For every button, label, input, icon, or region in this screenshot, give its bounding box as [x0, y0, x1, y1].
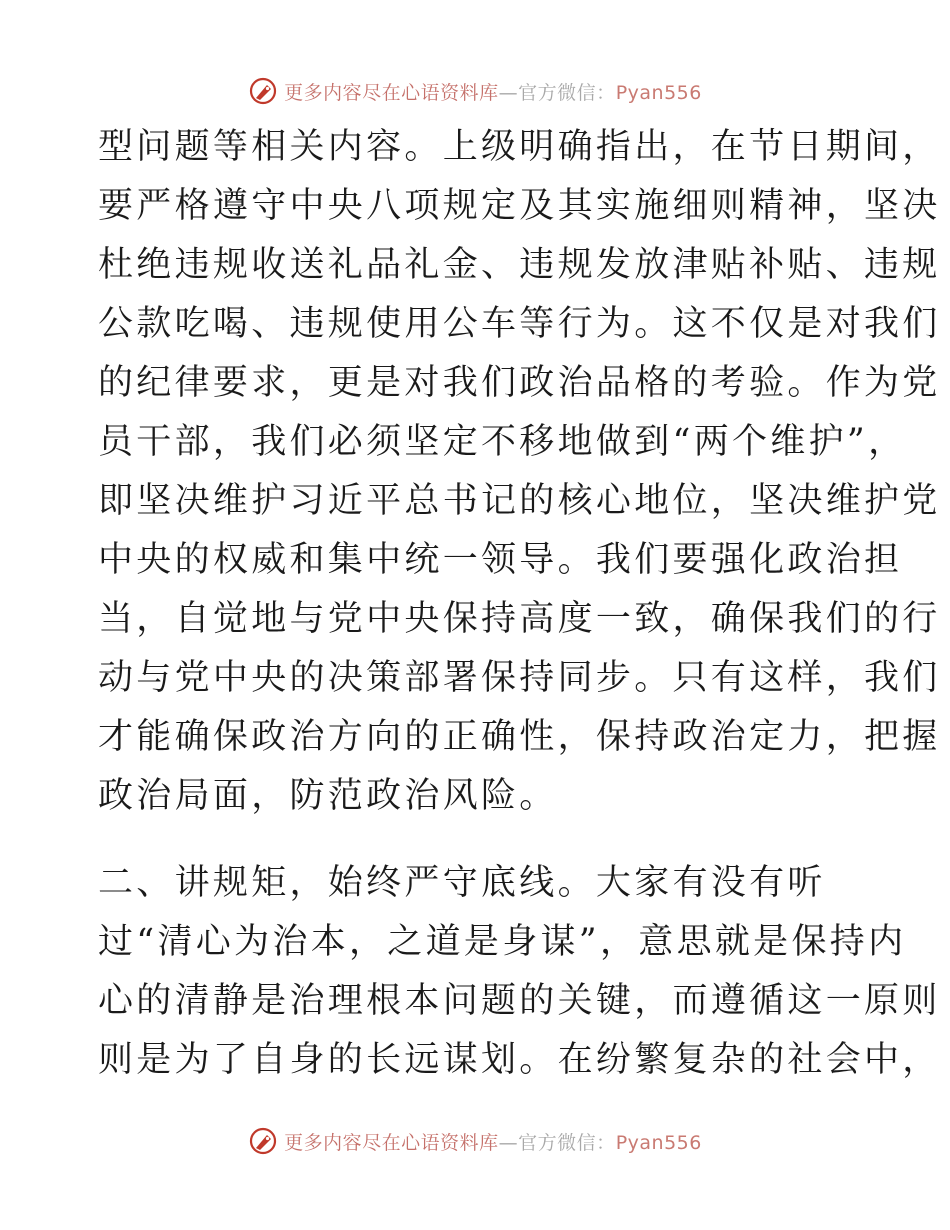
text-line: 二、讲规矩，始终严守底线。大家有没有听	[98, 863, 826, 903]
text-line: 型问题等相关内容。上级明确指出，在节日期间，	[98, 127, 941, 167]
text-line: 的纪律要求，更是对我们政治品格的考验。作为党	[98, 363, 941, 403]
watermark-text	[284, 78, 702, 105]
text-line: 即坚决维护习近平总书记的核心地位，坚决维护党	[98, 481, 941, 521]
header-watermark	[0, 74, 950, 108]
watermark-wechat-id: Pyan556	[615, 81, 702, 104]
text-line: 员干部，我们必须坚定不移地做到“两个维护”，	[98, 422, 907, 462]
text-line: 要严格遵守中央八项规定及其实施细则精神，坚决	[98, 186, 941, 226]
text-line: 政治局面，防范政治风险。	[98, 776, 558, 816]
watermark-label: 官方微信：	[518, 1131, 616, 1154]
watermark-text	[284, 1128, 702, 1155]
paragraph-gap	[98, 826, 858, 854]
text-line: 杜绝违规收送礼品礼金、违规发放津贴补贴、违规	[98, 245, 941, 285]
text-line: 当，自觉地与党中央保持高度一致，确保我们的行	[98, 599, 941, 639]
paragraph	[98, 118, 941, 826]
watermark-brand: 更多内容尽在心语资料库	[284, 1131, 499, 1154]
pen-nib-logo-icon	[248, 1126, 278, 1156]
text-line: 心的清静是治理根本问题的关键，而遵循这一原则	[98, 981, 941, 1021]
footer-watermark	[0, 1124, 950, 1158]
text-line: 动与党中央的决策部署保持同步。只有这样，我们	[98, 658, 941, 698]
watermark-separator: —	[498, 81, 519, 104]
text-line: 公款吃喝、违规使用公车等行为。这不仅是对我们	[98, 304, 941, 344]
text-line: 中央的权威和集中统一领导。我们要强化政治担	[98, 540, 903, 580]
document-body	[98, 118, 941, 1090]
watermark-label: 官方微信：	[518, 81, 616, 104]
watermark-separator: —	[498, 1131, 519, 1154]
paragraph	[98, 854, 941, 1090]
text-line: 才能确保政治方向的正确性，保持政治定力，把握	[98, 717, 941, 757]
watermark-wechat-id: Pyan556	[615, 1131, 702, 1154]
text-line: 过“清心为治本，之道是身谋”，意思就是保持内	[98, 922, 907, 962]
text-line: 则是为了自身的长远谋划。在纷繁复杂的社会中，	[98, 1040, 941, 1080]
watermark-brand: 更多内容尽在心语资料库	[284, 81, 499, 104]
pen-nib-logo-icon	[248, 76, 278, 106]
